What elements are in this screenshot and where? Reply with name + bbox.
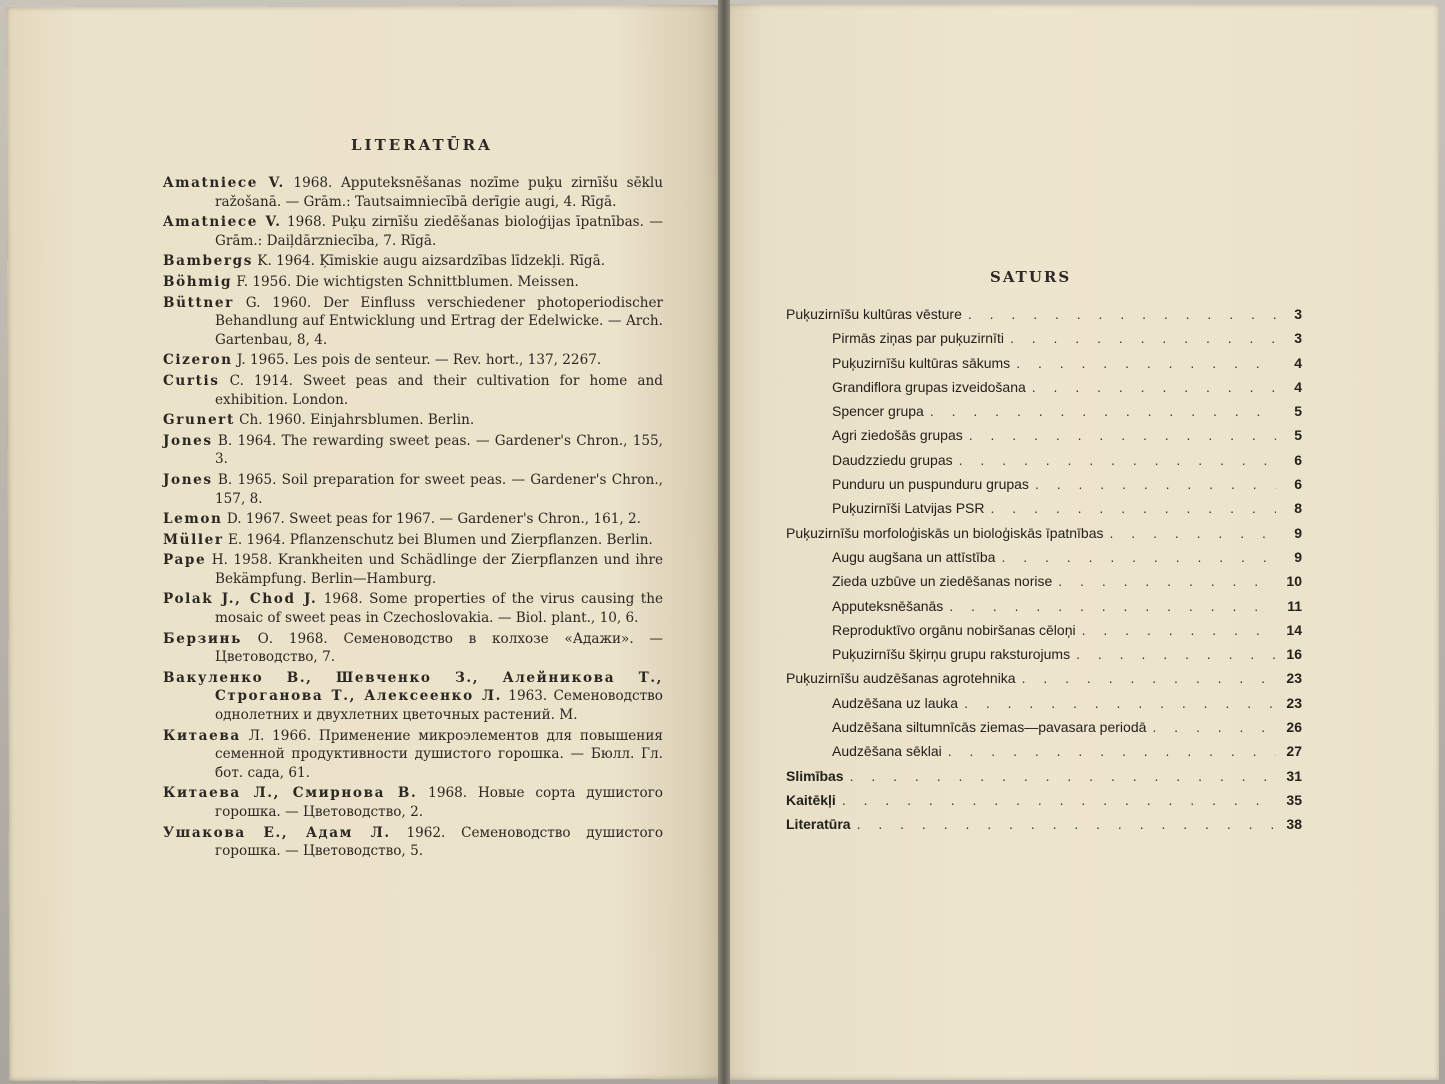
toc-page-number: 3 <box>1294 330 1302 347</box>
bibliography-entry <box>163 531 663 550</box>
toc-row <box>786 573 1302 597</box>
entry-text: J. 1965. Les pois de senteur. — Rev. hort., 137, 2267. <box>232 352 602 369</box>
entry-text: 1963. Семеноводство однолетних и двухлетних цветочных растений. М. <box>215 688 663 724</box>
toc-page-number: 5 <box>1294 403 1302 420</box>
entry-text: F. 1956. Die wichtigsten Schnittblumen. Meissen. <box>232 273 579 290</box>
bibliography-list <box>163 174 663 863</box>
toc-leader-dots <box>850 768 1276 784</box>
entry-text: G. 1960. Der Einfluss verschiedener photoperiodischer Behandlung auf Entwicklung und Ertrag der Edelwicke. — Arch. Gartenbau, 8, 4. <box>215 294 663 348</box>
toc-row <box>786 768 1302 792</box>
bibliography-entry <box>163 174 663 211</box>
toc-row <box>786 330 1302 354</box>
toc-leader-dots <box>948 743 1276 759</box>
toc-row <box>786 598 1302 622</box>
toc-title: Reproduktīvo orgānu nobiršanas cēloņi <box>832 621 1076 638</box>
toc-title: Puķuzirnīšu audzēšanas agrotehnika <box>786 670 1016 687</box>
table-of-contents <box>786 306 1302 841</box>
toc-leader-dots <box>857 816 1276 832</box>
literature-title: LITERATŪRA <box>351 136 493 154</box>
bibliography-entry <box>163 432 663 469</box>
entry-text: D. 1967. Sweet peas for 1967. — Gardener's Chron., 161, 2. <box>222 511 641 528</box>
toc-page-number: 8 <box>1294 500 1302 517</box>
entry-text: Ch. 1960. Einjahrsblumen. Berlin. <box>234 412 475 429</box>
toc-leader-dots <box>1152 719 1276 735</box>
bibliography-entry <box>163 727 663 783</box>
entry-text: K. 1964. Ķīmiskie augu aizsardzības līdzekļi. Rīgā. <box>252 253 606 270</box>
entry-author: Вакуленко В., Шевченко З., Алейникова Т., Строганова Т., Алексеенко Л. <box>163 669 663 705</box>
toc-page-number: 3 <box>1294 306 1302 322</box>
toc-leader-dots <box>959 452 1276 468</box>
entry-author: Pape <box>163 552 207 569</box>
entry-author: Polak J., Chod J. <box>163 591 318 608</box>
entry-author: Bambergs <box>163 253 253 270</box>
toc-leader-dots <box>1076 646 1276 662</box>
toc-title: Punduru un puspunduru grupas <box>832 476 1029 493</box>
entry-author: Lemon <box>163 511 223 528</box>
toc-row <box>786 549 1302 573</box>
toc-page-number: 26 <box>1286 719 1302 736</box>
toc-page-number: 35 <box>1286 791 1302 808</box>
toc-page-number: 23 <box>1286 694 1302 711</box>
toc-title: Daudzziedu grupas <box>832 451 953 468</box>
entry-author: Cizeron <box>163 352 233 369</box>
toc-page-number: 6 <box>1294 451 1302 468</box>
book-gutter <box>718 0 730 1084</box>
toc-title: Kaitēkļi <box>786 791 836 808</box>
toc-title: Pirmās ziņas par puķuzirnīti <box>832 330 1004 347</box>
toc-title: Audzēšana siltumnīcās ziemas—pavasara periodā <box>832 719 1147 736</box>
bibliography-entry <box>163 590 663 627</box>
toc-row <box>786 403 1302 427</box>
toc-row <box>786 695 1302 719</box>
entry-text: E. 1964. Pflanzenschutz bei Blumen und Zierpflanzen. Berlin. <box>223 531 653 548</box>
entry-author: Китаева Л., Смирнова В. <box>163 785 418 802</box>
toc-page-number: 38 <box>1286 816 1302 833</box>
toc-page-number: 9 <box>1294 524 1302 541</box>
toc-leader-dots <box>1010 330 1276 346</box>
toc-title: Apputeksnēšanās <box>832 597 944 614</box>
bibliography-entry <box>163 351 663 370</box>
toc-title: Zieda uzbūve un ziedēšanas norise <box>832 573 1053 590</box>
toc-page-number: 31 <box>1286 767 1302 784</box>
entry-text: B. 1965. Soil preparation for sweet peas. — Gardener's Chron., 157, 8. <box>212 471 663 507</box>
toc-leader-dots <box>1001 549 1276 565</box>
bibliography-entry <box>163 273 663 292</box>
bibliography-entry <box>163 294 663 350</box>
entry-author: Büttner <box>163 294 234 311</box>
bibliography-entry <box>163 630 663 667</box>
toc-title: Augu augšana un attīstība <box>832 548 996 565</box>
toc-row <box>786 427 1302 451</box>
entry-text: 1968. Puķu zirnīšu ziedēšanas bioloģijas īpatnības. — Grām.: Daiļdārzniecība, 7. Rīgā. <box>215 214 663 249</box>
entry-author: Amatniece V. <box>163 175 285 191</box>
bibliography-entry <box>163 784 663 821</box>
entry-text: 1968. Новые сорта душистого горошка. — Цветоводство, 2. <box>215 785 663 820</box>
toc-title: Slimības <box>786 767 844 784</box>
toc-row <box>786 306 1302 330</box>
contents-title: SATURS <box>990 268 1072 286</box>
toc-row <box>786 500 1302 524</box>
toc-leader-dots <box>964 695 1276 711</box>
toc-page-number: 9 <box>1294 548 1302 565</box>
bibliography-entry <box>163 252 663 271</box>
entry-text: О. 1968. Семеноводство в колхозе «Адажи». — Цветоводство, 7. <box>215 630 663 666</box>
toc-page-number: 11 <box>1287 597 1302 614</box>
toc-title: Spencer grupa <box>832 403 924 420</box>
entry-text: 1968. Some properties of the virus causing the mosaic of sweet peas in Czechoslovakia. — Biol. plant., 10, 6. <box>215 591 663 627</box>
entry-author: Jones <box>163 471 213 488</box>
bibliography-entry <box>163 213 663 250</box>
toc-title: Audzēšana sēklai <box>832 743 942 760</box>
toc-page-number: 14 <box>1286 621 1302 638</box>
entry-text: Л. 1966. Применение микроэлементов для повышения семенной продуктивности душистого горошка. — Бюлл. Гл. бот. сада, 61. <box>215 727 663 781</box>
bibliography-entry <box>163 824 663 861</box>
bibliography-entry <box>163 551 663 588</box>
toc-leader-dots <box>949 598 1276 614</box>
toc-leader-dots <box>1110 525 1276 541</box>
toc-leader-dots <box>1032 379 1276 395</box>
toc-row <box>786 719 1302 743</box>
toc-row <box>786 622 1302 646</box>
toc-row <box>786 452 1302 476</box>
toc-leader-dots <box>968 306 1276 322</box>
bibliography-entry <box>163 510 663 529</box>
toc-title: Puķuzirnīšu morfoloģiskās un bioloģiskās īpatnības <box>786 524 1104 541</box>
entry-text: 1962. Семеноводство душистого горошка. — Цветоводство, 5. <box>215 824 664 860</box>
toc-title: Puķuzirnīši Latvijas PSR <box>832 500 985 517</box>
toc-page-number: 23 <box>1286 670 1302 687</box>
toc-leader-dots <box>930 403 1276 419</box>
toc-leader-dots <box>969 427 1276 443</box>
entry-author: Grunert <box>163 412 235 429</box>
toc-row <box>786 476 1302 500</box>
toc-row <box>786 743 1302 767</box>
toc-title: Agri ziedošās grupas <box>832 427 963 444</box>
entry-author: Böhmig <box>163 273 233 290</box>
toc-title: Literatūra <box>786 816 851 833</box>
entry-author: Берзинь <box>163 630 242 647</box>
entry-author: Китаева <box>163 727 241 744</box>
toc-page-number: 16 <box>1286 646 1302 663</box>
entry-text: H. 1958. Krankheiten und Schädlinge der Zierpflanzen und ihre Bekämpfung. Berlin—Hamburg. <box>206 552 663 587</box>
toc-title: Audzēšana uz lauka <box>832 694 959 711</box>
toc-page-number: 5 <box>1294 427 1302 444</box>
entry-author: Jones <box>163 432 213 449</box>
toc-page-number: 27 <box>1286 743 1302 760</box>
toc-leader-dots <box>1082 622 1276 638</box>
bibliography-entry <box>163 372 663 409</box>
toc-page-number: 6 <box>1294 476 1302 493</box>
toc-row <box>786 792 1302 816</box>
entry-author: Ушакова Е., Адам Л. <box>163 824 391 841</box>
toc-title: Puķuzirnīšu kultūras sākums <box>832 354 1011 371</box>
toc-row <box>786 646 1302 670</box>
toc-leader-dots <box>1058 573 1276 589</box>
bibliography-entry <box>163 471 663 508</box>
toc-page-number: 4 <box>1294 378 1302 395</box>
toc-row <box>786 525 1302 549</box>
toc-title: Puķuzirnīšu kultūras vēsture <box>786 306 962 322</box>
toc-title: Grandiflora grupas izveidošana <box>832 378 1026 395</box>
entry-author: Müller <box>163 531 224 548</box>
toc-row <box>786 670 1302 694</box>
toc-page-number: 10 <box>1286 573 1302 590</box>
toc-leader-dots <box>842 792 1276 808</box>
toc-row <box>786 355 1302 379</box>
toc-title: Puķuzirnīšu šķirņu grupu raksturojums <box>832 646 1071 663</box>
entry-text: C. 1914. Sweet peas and their cultivation for home and exhibition. London. <box>215 372 663 408</box>
entry-author: Curtis <box>163 372 220 389</box>
entry-text: B. 1964. The rewarding sweet peas. — Gardener's Chron., 155, 3. <box>212 432 663 468</box>
toc-leader-dots <box>991 500 1276 516</box>
toc-leader-dots <box>1035 476 1276 492</box>
entry-text: 1968. Apputeksnēšanas nozīme puķu zirnīšu sēklu ražošanā. — Grām.: Tautsaimniecībā derīgie augi, 4. Rīgā. <box>215 175 663 210</box>
bibliography-entry <box>163 411 663 430</box>
toc-row <box>786 379 1302 403</box>
entry-author: Amatniece V. <box>163 214 282 231</box>
toc-leader-dots <box>1022 670 1276 686</box>
toc-leader-dots <box>1016 355 1276 371</box>
toc-row <box>786 816 1302 840</box>
toc-page-number: 4 <box>1294 354 1302 371</box>
bibliography-entry <box>163 669 663 725</box>
